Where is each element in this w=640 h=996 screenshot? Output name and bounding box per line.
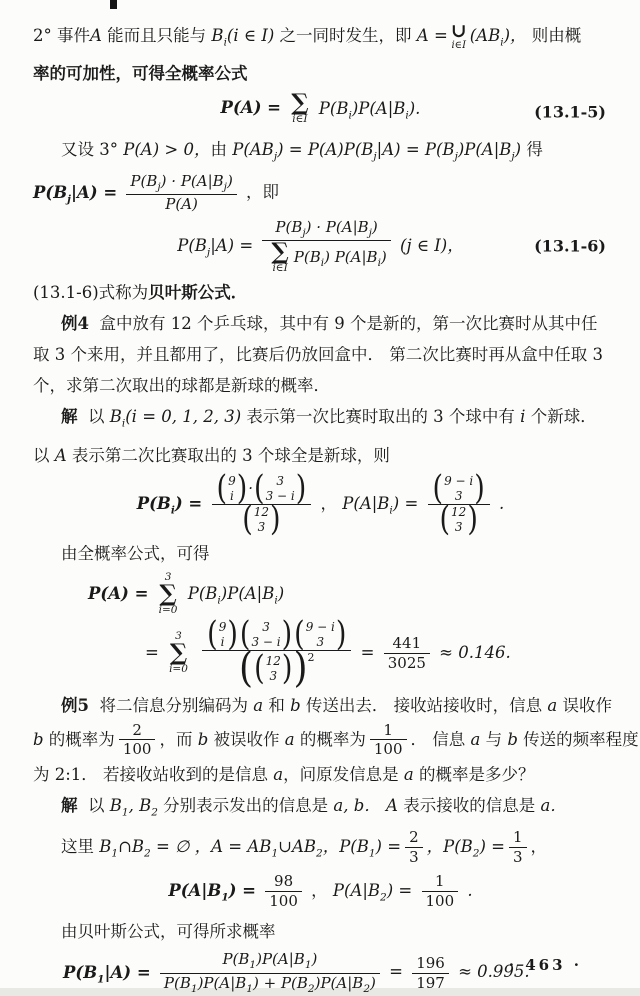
eq-lhs: P(A) = [88, 583, 149, 603]
fraction-numerator: 1 [422, 872, 459, 892]
sigma-symbol: ∑ [159, 580, 177, 608]
sigma-lower-limit: i=0 [169, 663, 188, 675]
eq-condition: (j ∈ I)， [400, 235, 464, 255]
fraction-denominator: P(A) [165, 195, 198, 214]
text-run: 表示第一次比赛时取出的 3 个球中有 [241, 407, 521, 427]
fraction-numerator: 2 [119, 721, 156, 741]
binomial-bottom: 3 [257, 519, 266, 534]
text-run: 以 [88, 407, 110, 427]
text-run: 之一同时发生，即 [274, 26, 417, 45]
example5-solution-line1 [33, 790, 608, 828]
eq-rhs: $P(B_i)P(A|B_i)$ [187, 583, 285, 606]
right-paren: ) [335, 615, 347, 654]
fraction-denominator: 100 [269, 892, 298, 911]
math-run: $P(B_i)$ $P(A|B_i)$ [293, 247, 387, 269]
example4-line1 [33, 308, 608, 339]
left-paren: ( [239, 615, 251, 654]
math-run: A = [416, 26, 448, 45]
text-run: 被误收作 [208, 729, 285, 749]
binomial-top: 12 [265, 653, 281, 668]
para-bayes-derivation-line1 [33, 134, 608, 172]
union-operator [451, 22, 467, 51]
example5-line2 [33, 720, 639, 760]
eq-lhs: $P(B_1|A)$ = [63, 962, 151, 985]
example5-line1 [33, 690, 612, 721]
binomial-column [227, 474, 237, 504]
sigma-lower-limit: i=0 [158, 604, 178, 617]
math-run: A [54, 445, 67, 465]
fraction-numerator: 1 [509, 828, 527, 848]
para-total-probability-line1 [33, 20, 608, 58]
period: . [467, 881, 473, 901]
equation-total-probability-sum [33, 572, 608, 617]
math-run: a [273, 765, 284, 785]
text-run: ，即 [246, 182, 280, 202]
math-run: a [253, 695, 264, 715]
binomial-column [265, 654, 282, 684]
left-paren: ( [216, 469, 228, 509]
para-by-total-probability: 由全概率公式，可得 [61, 543, 210, 563]
fraction [422, 872, 459, 911]
math-run: a [403, 765, 414, 785]
equation-number: (13.1-5) [534, 102, 606, 122]
fraction-denominator [262, 237, 390, 274]
outer-right-paren: ) [293, 644, 308, 692]
example4-line3: 个，求第二次取出的球都是新球的概率． [33, 376, 330, 396]
text-run: 2° 事件 [33, 26, 90, 45]
union-symbol: ∪ [450, 20, 467, 42]
text-run: ，问原发信息是 [283, 765, 404, 785]
equals-sign: = [145, 642, 159, 662]
text-run: 的概率是多少？ [413, 765, 535, 785]
equals-sign: = [389, 962, 403, 982]
text-run: ，而 [159, 729, 198, 749]
equals-sign: = [360, 642, 375, 662]
eq-lhs: P(A) = [220, 98, 281, 118]
text-run: 分别表示发出的信息是 [157, 796, 334, 816]
equation-13-1-6 [33, 218, 608, 275]
example5-solution-line2 [33, 828, 608, 869]
text-run: 传送出去． 接收站接收时，信息 [300, 695, 548, 715]
binomial-top: 9 [218, 619, 227, 634]
sigma-upper-limit: 3 [175, 629, 182, 642]
fraction-numerator [202, 615, 351, 654]
math-run: a [470, 729, 481, 749]
right-paren: ) [270, 500, 281, 540]
binomial-coefficient [254, 649, 293, 688]
equation-13-1-5 [33, 89, 608, 131]
sigma-symbol: ∑ [169, 639, 188, 667]
left-paren: ( [439, 500, 451, 540]
eq-lhs: $P(A|B_1)$ = [168, 881, 257, 904]
right-paren: ) [227, 615, 238, 654]
math-run: $B_1\cap B_2$ = ∅ ，$A = AB_1\cup AB_2$，$P(B_1)$ = [99, 837, 402, 860]
fraction-denominator: 100 [122, 740, 152, 759]
text-run: 能而且只能与 [101, 26, 212, 45]
separator: ， [311, 881, 328, 901]
fraction [370, 721, 407, 760]
math-run: A [386, 796, 398, 816]
fraction-numerator: $P(B_1)P(A|B_1)$ [160, 950, 380, 973]
multiplication-dot: · [248, 478, 254, 497]
math-run: i [520, 407, 526, 427]
fraction [119, 721, 156, 760]
text-run: 得 [521, 139, 543, 159]
math-run: $(AB_i)$， [469, 26, 527, 49]
binomial-bottom: 3 [454, 488, 463, 503]
math-run: $B_i(i$ ∈ I) [211, 26, 275, 49]
text-run: 将二信息分别编码为 [99, 695, 254, 715]
fraction [202, 615, 351, 692]
binomial-coefficient [439, 500, 478, 540]
text-run: 表示第二次比赛取出的 3 个球全是新球，则 [66, 445, 390, 465]
fraction [212, 469, 312, 540]
fraction-numerator: 98 [265, 872, 302, 892]
text-run: 表示接收的信息是 [397, 796, 541, 816]
para-by-bayes-formula: 由贝叶斯公式，可得所求概率 [61, 922, 276, 942]
binomial-column [250, 620, 281, 650]
math-run: a, b． [333, 796, 381, 816]
fraction-numerator: 1 [370, 721, 407, 741]
text-run: 由 [210, 139, 233, 159]
binomial-top: 12 [253, 504, 270, 519]
para-total-probability-line2: 率的可加性，可得全概率公式 [33, 64, 248, 84]
binomial-bottom: 3 [316, 634, 325, 649]
eq-lhs2: $P(A|B_2)$ = [332, 881, 413, 904]
math-run: b [33, 729, 44, 749]
math-run: a． [540, 796, 567, 816]
sigma-lower-limit: i∈I [272, 261, 288, 274]
text-run: 以 [33, 445, 55, 465]
right-paren: ) [281, 649, 293, 688]
math-run: P(A) > 0， [123, 139, 211, 159]
sigma-upper-limit: 3 [164, 570, 172, 583]
math-run: $B_i(i = 0$, 1, 2, 3) [109, 407, 242, 430]
eq-rhs: $P(B_i)P(A|B_i)$. [318, 98, 421, 121]
binomial-bottom: 3 − i [265, 488, 295, 503]
example5-line3 [33, 759, 608, 790]
binomial-column [253, 505, 270, 535]
fraction-denominator: 100 [373, 740, 403, 759]
text-run: 以 [88, 796, 110, 816]
equation-number: (13.1-6) [534, 236, 606, 256]
eq-result: ≈ 0.995. [458, 962, 530, 982]
equation-sum-result [33, 615, 608, 692]
solution-label: 解 [61, 407, 78, 427]
binomial-top: 9 [228, 473, 236, 488]
binomial-bottom: 3 − i [251, 634, 281, 649]
fraction [509, 828, 527, 867]
solution-label: 解 [61, 796, 78, 816]
fraction-denominator: 3 [512, 848, 523, 867]
binomial-top: 12 [451, 504, 467, 519]
fraction [384, 634, 430, 673]
example4-solution-line1 [33, 401, 608, 439]
fraction-denominator: 3 [409, 848, 419, 867]
sigma-lower-limit: i∈I [292, 113, 308, 126]
fraction-numerator: 2 [405, 828, 423, 848]
eq-lhs: $P(B_j|A)$ = [177, 235, 254, 258]
text-run: 与 [480, 729, 508, 749]
example4-solution-line2 [33, 440, 608, 471]
fraction-denominator: 3025 [387, 653, 426, 672]
example4-label: 例4 [61, 314, 89, 334]
left-paren: ( [254, 469, 265, 509]
math-run: $P(B_j|A)$ = [33, 182, 118, 205]
right-paren: ) [281, 615, 293, 654]
fraction-denominator: 197 [416, 973, 445, 992]
text-run: 传送的频率程度 [517, 729, 639, 749]
fraction-denominator: 100 [425, 892, 455, 911]
square-exponent: 2 [307, 650, 315, 664]
math-run: b [197, 729, 209, 749]
fraction [160, 950, 380, 995]
page-number: · 463 · [508, 956, 582, 974]
math-run: a [547, 695, 558, 715]
math-run: b [507, 729, 518, 749]
eq-result: ≈ 0.146. [439, 642, 511, 662]
fraction [405, 828, 423, 867]
para-bayes-derivation-line2 [33, 172, 608, 215]
summation [271, 237, 289, 274]
binomial-bottom: 3 [269, 668, 278, 683]
math-run: $P(AB_j) = P(A)P(B_j|A) = P(B_j)P(A|B_j)$ [232, 139, 522, 163]
separator: ， [320, 493, 338, 513]
fraction-denominator [212, 500, 312, 540]
left-paren: ( [432, 469, 444, 509]
outer-left-paren: ( [239, 644, 254, 692]
text-run: 则由概 [526, 26, 582, 45]
example5-label: 例5 [61, 695, 89, 715]
right-paren: ) [236, 469, 248, 509]
binomial-column [450, 505, 467, 535]
binomial-column [218, 620, 228, 650]
period: . [499, 493, 505, 513]
fraction [262, 218, 390, 275]
binomial-bottom: i [220, 634, 225, 649]
text-run: ， [530, 837, 548, 857]
text-run: 的概率为 [294, 729, 366, 749]
text-run: (13.1-6)式称为 [33, 283, 149, 303]
fraction-numerator: 441 [384, 634, 430, 654]
summation [291, 89, 309, 126]
right-paren: ) [295, 469, 307, 509]
text-run: 误收作 [557, 695, 612, 715]
fraction-denominator [428, 500, 490, 540]
math-run: b [290, 695, 301, 715]
equation-binomial-probabilities [33, 469, 608, 540]
math-run: A [90, 26, 102, 45]
example4-line2: 取 3 个来用，并且都用了，比赛后仍放回盒中． 第二次比赛时再从盒中任取 3 [33, 345, 603, 365]
math-run: a [284, 729, 295, 749]
binomial-top: 3 [262, 619, 270, 634]
fraction-numerator: $P(B_j) \cdot P(A|B_j)$ [126, 172, 236, 195]
text-run: 和 [263, 695, 291, 715]
summation [169, 631, 188, 676]
binomial-coefficient [207, 615, 238, 654]
binomial-coefficient [242, 500, 281, 540]
para-bayes-name [33, 277, 608, 308]
right-paren: ) [467, 500, 478, 540]
fraction-numerator [428, 469, 490, 509]
equation-conditional-probabilities [33, 872, 608, 913]
text-run: ． 信息 [410, 729, 471, 749]
fraction [412, 954, 449, 993]
scan-artifact-mark [110, 0, 117, 9]
fraction-denominator [202, 644, 351, 692]
left-paren: ( [254, 649, 265, 688]
binomial-bottom: 3 [454, 519, 463, 534]
sigma-symbol: ∑ [291, 89, 309, 117]
text-run: 盒中放有 12 个乒乓球，其中有 9 个是新的，第一次比赛时从其中任 [99, 314, 598, 334]
eq-lhs: $P(B_i)$ = [136, 493, 203, 516]
left-paren: ( [207, 615, 218, 654]
fraction-numerator: $P(B_j) \cdot P(A|B_j)$ [262, 218, 390, 241]
text-run: 的概率为 [43, 729, 115, 749]
right-paren: ) [474, 469, 485, 509]
text-run-bayes-term: 贝叶斯公式． [148, 283, 248, 303]
union-limit: i∈I [451, 40, 467, 51]
math-run: ，$P(B_2)$ = [426, 837, 505, 860]
fraction-denominator: $P(B_1)P(A|B_1) + P(B_2)P(A|B_2)$ [163, 973, 376, 995]
sigma-symbol: ∑ [271, 237, 289, 265]
text-run: 为 2:1． 若接收站收到的是信息 [33, 765, 274, 785]
binomial-top: 9 − i [444, 473, 474, 488]
text-run: 个新球． [525, 407, 597, 427]
binomial-bottom: i [229, 488, 234, 503]
summation [159, 572, 178, 617]
fraction-numerator [212, 469, 312, 509]
left-paren: ( [242, 500, 253, 540]
fraction [126, 172, 236, 214]
fraction [265, 872, 302, 911]
binomial-top: 9 − i [305, 619, 335, 634]
text-run: 又设 3° [61, 139, 124, 159]
eq-lhs2: $P(A|B_i)$ = [342, 493, 419, 516]
binomial-top: 3 [276, 473, 284, 488]
left-paren: ( [294, 615, 305, 654]
text-run: 这里 [61, 837, 100, 857]
math-run: $B_1$, $B_2$ [109, 796, 158, 819]
binomial-column [305, 620, 336, 650]
fraction-numerator: 196 [412, 954, 449, 974]
fraction [428, 469, 490, 540]
